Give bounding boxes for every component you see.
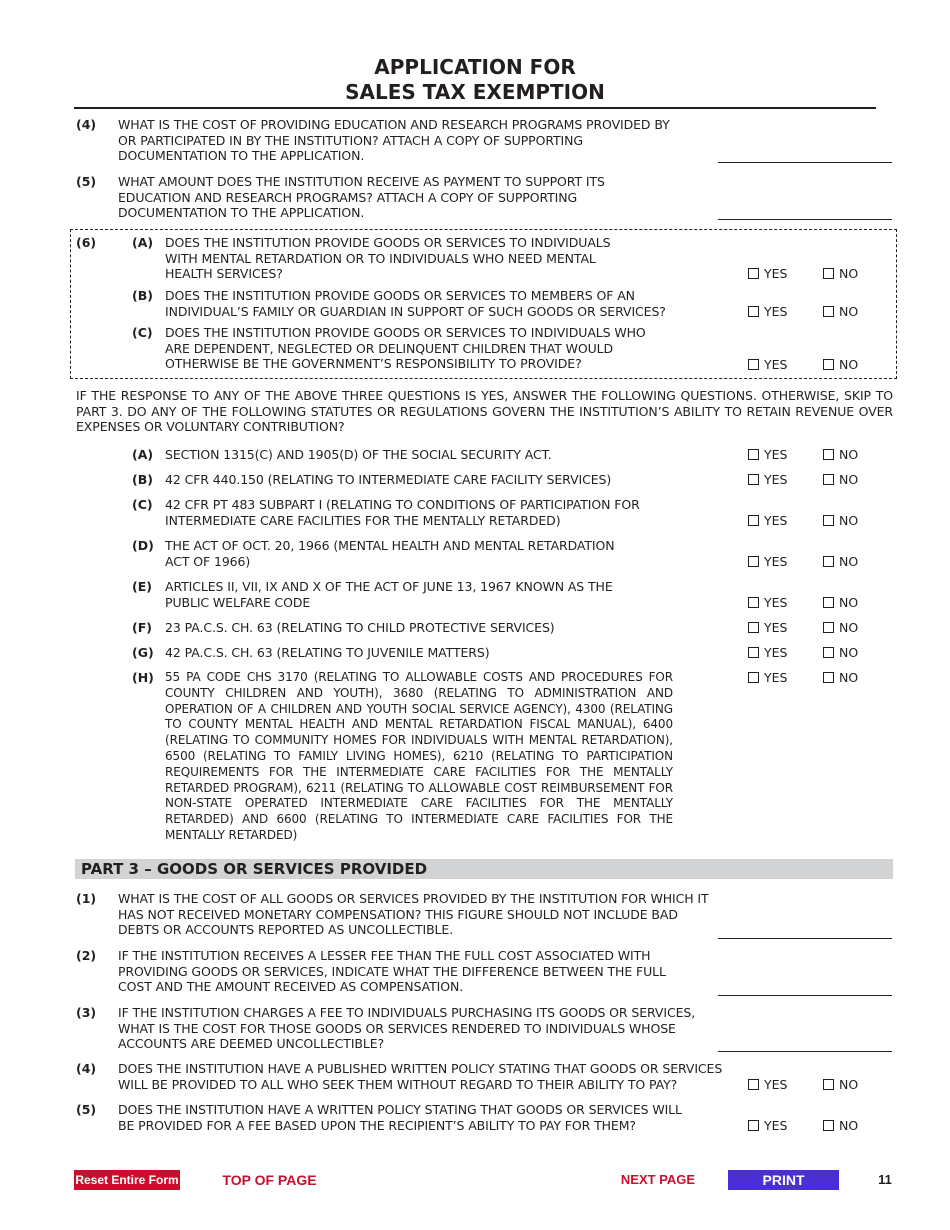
page-number: 11 [878,1172,892,1187]
statute-f-letter: (F) [132,620,152,635]
statute-f-text: 23 PA.C.S. CH. 63 (RELATING TO CHILD PROTECTIVE SERVICES) [165,620,555,635]
statute-c-yes-checkbox[interactable] [748,513,787,528]
p3-q1-answer-line[interactable] [718,938,892,939]
checkbox-icon [823,622,834,633]
statute-h-no-checkbox[interactable] [823,670,858,685]
p3-q2-answer-line[interactable] [718,995,892,996]
statute-h-letter: (H) [132,670,154,685]
q6a-yes-checkbox[interactable] [748,266,787,281]
yes-label: YES [764,595,788,610]
checkbox-icon [748,515,759,526]
no-label: NO [839,1077,859,1092]
statute-g-letter: (G) [132,645,154,660]
checkbox-icon [823,359,834,370]
statute-e-text: ARTICLES II, VII, IX AND X OF THE ACT OF JUNE 13, 1967 KNOWN AS THE PUBLIC WELFARE CODE [165,579,613,610]
yes-label: YES [764,670,788,685]
p3-q4-no-checkbox[interactable] [823,1077,858,1092]
p3-q5-yes-checkbox[interactable] [748,1118,787,1133]
yes-label: YES [764,645,788,660]
statute-d-no-checkbox[interactable] [823,554,858,569]
checkbox-icon [748,556,759,567]
no-label: NO [839,266,859,281]
statute-g-no-checkbox[interactable] [823,645,858,660]
statute-d-text: THE ACT OF OCT. 20, 1966 (MENTAL HEALTH AND MENTAL RETARDATION ACT OF 1966) [165,538,615,569]
statute-a-text: SECTION 1315(C) AND 1905(D) OF THE SOCIAL SECURITY ACT. [165,447,552,462]
statute-b-no-checkbox[interactable] [823,472,858,487]
yes-label: YES [764,1118,788,1133]
statute-b-yes-checkbox[interactable] [748,472,787,487]
statute-g-text: 42 PA.C.S. CH. 63 (RELATING TO JUVENILE MATTERS) [165,645,490,660]
statute-f-yes-checkbox[interactable] [748,620,787,635]
checkbox-icon [823,515,834,526]
statute-d-letter: (D) [132,538,154,553]
statute-c-no-checkbox[interactable] [823,513,858,528]
title-line-1: APPLICATION FOR [374,55,576,79]
yes-label: YES [764,266,788,281]
q5-number: (5) [76,174,97,189]
p3-q2-text: IF THE INSTITUTION RECEIVES A LESSER FEE THAN THE FULL COST ASSOCIATED WITH PROVIDING GOODS OR SERVICES, INDICATE WHAT THE DIFFERENCE BETWEEN THE FULL COST AND THE AMOUNT RECEIVED AS COMPENSATION. [118,948,666,994]
p3-q1-number: (1) [76,891,97,906]
checkbox-icon [823,1120,834,1131]
p3-q1-text: WHAT IS THE COST OF ALL GOODS OR SERVICES PROVIDED BY THE INSTITUTION FOR WHICH IT HAS NOT RECEIVED MONETARY COMPENSATION? THIS FIGURE SHOULD NOT INCLUDE BAD DEBTS OR ACCOUNTS REPORTED AS UNCOLLECTIBLE. [118,891,709,937]
part3-header: PART 3 – GOODS OR SERVICES PROVIDED [75,859,893,879]
p3-q4-text: DOES THE INSTITUTION HAVE A PUBLISHED WRITTEN POLICY STATING THAT GOODS OR SERVICES WILL BE PROVIDED TO ALL WHO SEEK THEM WITHOUT REGARD TO THEIR ABILITY TO PAY? [118,1061,723,1092]
statute-e-yes-checkbox[interactable] [748,595,787,610]
q6c-no-checkbox[interactable] [823,357,858,372]
checkbox-icon [748,1079,759,1090]
no-label: NO [839,670,859,685]
yes-label: YES [764,554,788,569]
reset-form-button[interactable]: Reset Entire Form [74,1170,180,1190]
checkbox-icon [823,672,834,683]
print-button[interactable]: PRINT [728,1170,839,1190]
q6b-letter: (B) [132,288,153,303]
q5-answer-line[interactable] [718,219,892,220]
p3-q3-text: IF THE INSTITUTION CHARGES A FEE TO INDIVIDUALS PURCHASING ITS GOODS OR SERVICES, WHAT IS THE COST FOR THOSE GOODS OR SERVICES RENDERED TO INDIVIDUALS WHOSE ACCOUNTS ARE DEEMED UNCOLLECTIBLE? [118,1005,696,1051]
no-label: NO [839,1118,859,1133]
statute-c-letter: (C) [132,497,153,512]
yes-label: YES [764,357,788,372]
no-label: NO [839,357,859,372]
no-label: NO [839,620,859,635]
q6b-no-checkbox[interactable] [823,304,858,319]
page-title [0,55,950,105]
top-of-page-link[interactable]: TOP OF PAGE [222,1172,317,1188]
q5-text: WHAT AMOUNT DOES THE INSTITUTION RECEIVE AS PAYMENT TO SUPPORT ITS EDUCATION AND RESEARCH PROGRAMS? ATTACH A COPY OF SUPPORTING DOCUMENTATION TO THE APPLICATION. [118,174,605,220]
checkbox-icon [748,597,759,608]
checkbox-icon [823,449,834,460]
q6a-letter: (A) [132,235,154,250]
yes-label: YES [764,1077,788,1092]
p3-q5-no-checkbox[interactable] [823,1118,858,1133]
statute-h-text: 55 PA CODE CHS 3170 (RELATING TO ALLOWABLE COSTS AND PROCEDURES FOR COUNTY CHILDREN AND YOUTH), 3680 (RELATING TO ADMINISTRATION AND OPERATION OF A CHILDREN AND YOUTH SOCIAL SERVICE AGENCY), 4300 (RELATING TO COUNTY MENTAL HEALTH AND MENTAL RETARDATION FISCAL MANUAL), 6400 (RELATING TO COMMUNITY HOMES FOR INDIVIDUALS WITH MENTAL RETARDATION), 6500 (RELATING TO FAMILY LIVING HOMES), 6210 (RELATING TO PARTICIPATION REQUIREMENTS FOR THE INTERMEDIATE CARE FACILITIES FOR THE MENTALLY RETARDED PROGRAM), 6211 (RELATING TO ALLOWABLE COST REIMBURSEMENT FOR NON-STATE OPERATED INTERMEDIATE CARE FACILITIES FOR THE MENTALLY RETARDED) AND 6600 (RELATING TO INTERMEDIATE CARE FACILITIES FOR THE MENTALLY RETARDED) [165,670,673,842]
statute-a-letter: (A) [132,447,154,462]
p3-q4-yes-checkbox[interactable] [748,1077,787,1092]
q6a-text: DOES THE INSTITUTION PROVIDE GOODS OR SERVICES TO INDIVIDUALS WITH MENTAL RETARDATION OR TO INDIVIDUALS WHO NEED MENTAL HEALTH SERVICES? [165,235,611,281]
statute-g-yes-checkbox[interactable] [748,645,787,660]
q4-number: (4) [76,117,97,132]
p3-q3-answer-line[interactable] [718,1051,892,1052]
p3-q2-number: (2) [76,948,97,963]
no-label: NO [839,595,859,610]
statute-d-yes-checkbox[interactable] [748,554,787,569]
checkbox-icon [823,597,834,608]
q6c-yes-checkbox[interactable] [748,357,787,372]
p3-q5-text: DOES THE INSTITUTION HAVE A WRITTEN POLICY STATING THAT GOODS OR SERVICES WILL BE PROVIDED FOR A FEE BASED UPON THE RECIPIENT’S ABILITY TO PAY FOR THEM? [118,1102,682,1133]
no-label: NO [839,513,859,528]
p3-q3-number: (3) [76,1005,97,1020]
checkbox-icon [748,306,759,317]
q6a-no-checkbox[interactable] [823,266,858,281]
q6b-yes-checkbox[interactable] [748,304,787,319]
q6-number: (6) [76,235,97,250]
statute-c-text: 42 CFR PT 483 SUBPART I (RELATING TO CONDITIONS OF PARTICIPATION FOR INTERMEDIATE CARE FACILITIES FOR THE MENTALLY RETARDED) [165,497,640,528]
yes-label: YES [764,304,788,319]
q6b-text: DOES THE INSTITUTION PROVIDE GOODS OR SERVICES TO MEMBERS OF AN INDIVIDUAL’S FAMILY OR GUARDIAN IN SUPPORT OF SUCH GOODS OR SERVICES? [165,288,666,319]
statute-e-no-checkbox[interactable] [823,595,858,610]
checkbox-icon [748,647,759,658]
no-label: NO [839,447,859,462]
p3-q4-number: (4) [76,1061,97,1076]
no-label: NO [839,304,859,319]
p3-q5-number: (5) [76,1102,97,1117]
yes-label: YES [764,620,788,635]
statute-a-yes-checkbox[interactable] [748,447,787,462]
q6c-letter: (C) [132,325,153,340]
q6c-text: DOES THE INSTITUTION PROVIDE GOODS OR SERVICES TO INDIVIDUALS WHO ARE DEPENDENT, NEGLECTED OR DELINQUENT CHILDREN THAT WOULD OTHERWISE BE THE GOVERNMENT’S RESPONSIBILITY TO PROVIDE? [165,325,646,371]
checkbox-icon [748,672,759,683]
instruction-text: IF THE RESPONSE TO ANY OF THE ABOVE THREE QUESTIONS IS YES, ANSWER THE FOLLOWING QUESTIONS. OTHERWISE, SKIP TO PART 3. DO ANY OF THE FOLLOWING STATUTES OR REGULATIONS GOVERN THE INSTITUTION’S ABILITY TO RETAIN REVENUE OVER EXPENSES OR VOLUNTARY CONTRIBUTION? [76,388,893,434]
yes-label: YES [764,447,788,462]
checkbox-icon [823,268,834,279]
checkbox-icon [823,474,834,485]
checkbox-icon [748,1120,759,1131]
checkbox-icon [748,268,759,279]
statute-a-no-checkbox[interactable] [823,447,858,462]
next-page-link[interactable]: NEXT PAGE [620,1172,696,1187]
statute-b-text: 42 CFR 440.150 (RELATING TO INTERMEDIATE CARE FACILITY SERVICES) [165,472,612,487]
title-line-2: SALES TAX EXEMPTION [345,80,605,104]
checkbox-icon [748,622,759,633]
checkbox-icon [748,474,759,485]
statute-f-no-checkbox[interactable] [823,620,858,635]
yes-label: YES [764,513,788,528]
statute-b-letter: (B) [132,472,153,487]
no-label: NO [839,472,859,487]
no-label: NO [839,554,859,569]
checkbox-icon [748,359,759,370]
title-rule [74,107,876,109]
q4-answer-line[interactable] [718,162,892,163]
checkbox-icon [823,556,834,567]
checkbox-icon [823,1079,834,1090]
statute-h-yes-checkbox[interactable] [748,670,787,685]
checkbox-icon [823,647,834,658]
checkbox-icon [748,449,759,460]
checkbox-icon [823,306,834,317]
statute-e-letter: (E) [132,579,152,594]
yes-label: YES [764,472,788,487]
q4-text: WHAT IS THE COST OF PROVIDING EDUCATION AND RESEARCH PROGRAMS PROVIDED BY OR PARTICIPATED IN BY THE INSTITUTION? ATTACH A COPY OF SUPPORTING DOCUMENTATION TO THE APPLICATION. [118,117,670,163]
no-label: NO [839,645,859,660]
